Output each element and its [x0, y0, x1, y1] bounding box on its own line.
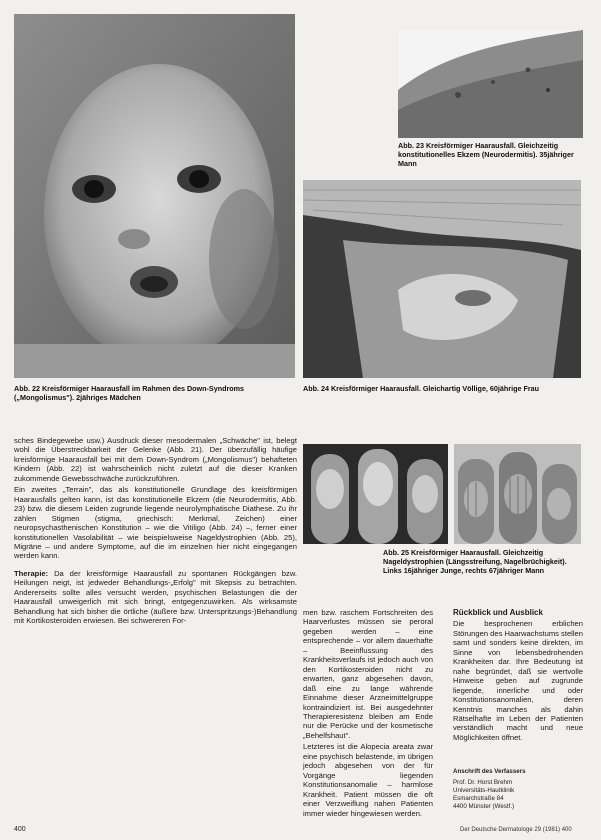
col1-paragraph-2: Ein zweites „Terrain", das als konstitutionelle Grundlage des kreisförmigen Haarausfalls gelten kann, ist das konstitutionelle Ekzem (die Neurodermitis, Abb. 23) bzw. die diesem Leiden zugrunde liegende neurolymphatische Diathese. Zu ihr zählen Stigmen (stigma, griechisch: Merkmal, Zeichen) einer neuropsychasthenischen Konstitution – wie die Vitiligo (Abb. 24) –, ferner einer konstitutionellen Vasolabilität – wie beispielsweise Nageldystrophien (Abb. 25), Migräne – und andere Symptome, auf die im einzelnen hier nicht eingegangen werden kann.: [14, 485, 297, 561]
address-line-4: 4400 Münster (Westf.): [453, 803, 515, 810]
page-footer: Der Deutsche Dermatologe 29 (1981) 400: [460, 827, 572, 833]
text-column-3: [453, 608, 583, 744]
col1-therapie: [14, 569, 297, 626]
col1-paragraph-1: sches Bindegewebe usw.) Ausdruck dieser mesodermalen „Schwäche" ist, belegt wohl die Überstreckbarkeit der Gelenke (Abb. 21). Der überzufällig häufige kreisförmige Haarausfall bei mit dem Down-Syndrom („Mongolismus") behafteten Kindern (Abb. 22) ist wahrscheinlich nicht zuletzt auf die dieser Kranken zukommende Gewebsschwäche zurückzuführen.: [14, 436, 297, 483]
text-column-2: [303, 608, 433, 820]
photo-neck-vitiligo: [303, 180, 581, 378]
address-line-3: Esmarchstraße 84: [453, 795, 504, 802]
photo-fingernails-left: [303, 444, 448, 544]
address-line-2: Universitäts-Hautklinik: [453, 787, 515, 794]
col2-paragraph-2: Letzteres ist die Alopecia areata zwar eine psychisch belastende, im übrigen jedoch abgesehen von der für Vorgänge liegenden Konstitutionsanomalie – harmlose Krankheit. Patient müssen die oft einer Verzweiflung nahen Patienten immer wieder hingewiesen werden.: [303, 742, 433, 818]
address-label: Anschrift des Verfassers: [453, 768, 526, 775]
address-line-1: Prof. Dr. Horst Brehm: [453, 779, 513, 786]
col2-paragraph-1: men bzw. raschem Fortschreiten des Haarverlustes müssen sie peroral gegeben werden – eine entsprechende – vor allem dauerhafte – Beeinflussung des Krankheitsverlaufs ist jedoch auch von den Kortikosteroiden nicht zu erwarten, ganz abgesehen davon, daß eine zu lange währende Einnahme dieser Arzneimittelgruppe kontraindiziert ist. Bei ausgedehnter Therapieresistenz bleiben am Ende nur die Perücke und der kosmetische „Behelfshaut".: [303, 608, 433, 740]
photo-forearm-eczema: [398, 30, 583, 138]
col3-paragraph-1: Die besprochenen erblichen Störungen des Haarwachstums stellen samt und sonders keine direkten, im Sinne von lebensbedrohenden Krankheiten dar. Ihre Bedeutung ist nahe begründet, daß sie wertvolle Hinweise geben auf zugrunde liegende, innerliche und oder Konstitutionsanomalien, deren Kenntnis manches als dahin Rätselhafte im Leben der Patienten verständlich macht und neue Möglichkeiten öffnet.: [453, 619, 584, 742]
text-column-1: [14, 436, 297, 628]
photo-fingernails-right: [454, 444, 581, 544]
therapie-heading: Therapie:: [14, 568, 49, 578]
section-heading-rueckblick: Rückblick und Ausblick: [453, 608, 543, 617]
caption-abb22: Abb. 22 Kreisförmiger Haarausfall im Rahmen des Down-Syndroms („Mongolismus"). 2jähriges Mädchen: [14, 384, 245, 402]
caption-abb25: Abb. 25 Kreisförmiger Haarausfall. Gleichzeitig Nageldystrophien (Längsstreifung, Nagelbrüchigkeit). Links 16jähriger Junge, rechts 67jähriger Mann: [383, 548, 567, 575]
page-number: 400: [14, 826, 26, 833]
author-address: [453, 768, 583, 811]
therapie-text: Da der kreisförmige Haarausfall zu spontanen Rückgängen bzw. Heilungen neigt, ist jedweder Behandlungs-„Erfolg" mit Skepsis zu betrachten. Andererseits sollte alles versucht werden, psychischen Belastungen die der Haarausfall unweigerlich mit sich bringt, entgegenzuwirken. Als wirksamste Behandlung hat sich bisher die örtliche (äußere bzw. Unterspritzungs-)Behandlung mit Kortikosteroiden erwiesen. Bei schwereren For-: [14, 568, 297, 626]
caption-abb23: Abb. 23 Kreisförmiger Haarausfall. Gleichzeitig konstitutionelles Ekzem (Neurodermitis). 35jähriger Mann: [398, 141, 574, 168]
photo-child-portrait: [14, 14, 295, 378]
caption-abb24: Abb. 24 Kreisförmiger Haarausfall. Gleichartig Völlige, 60jährige Frau: [303, 384, 540, 393]
